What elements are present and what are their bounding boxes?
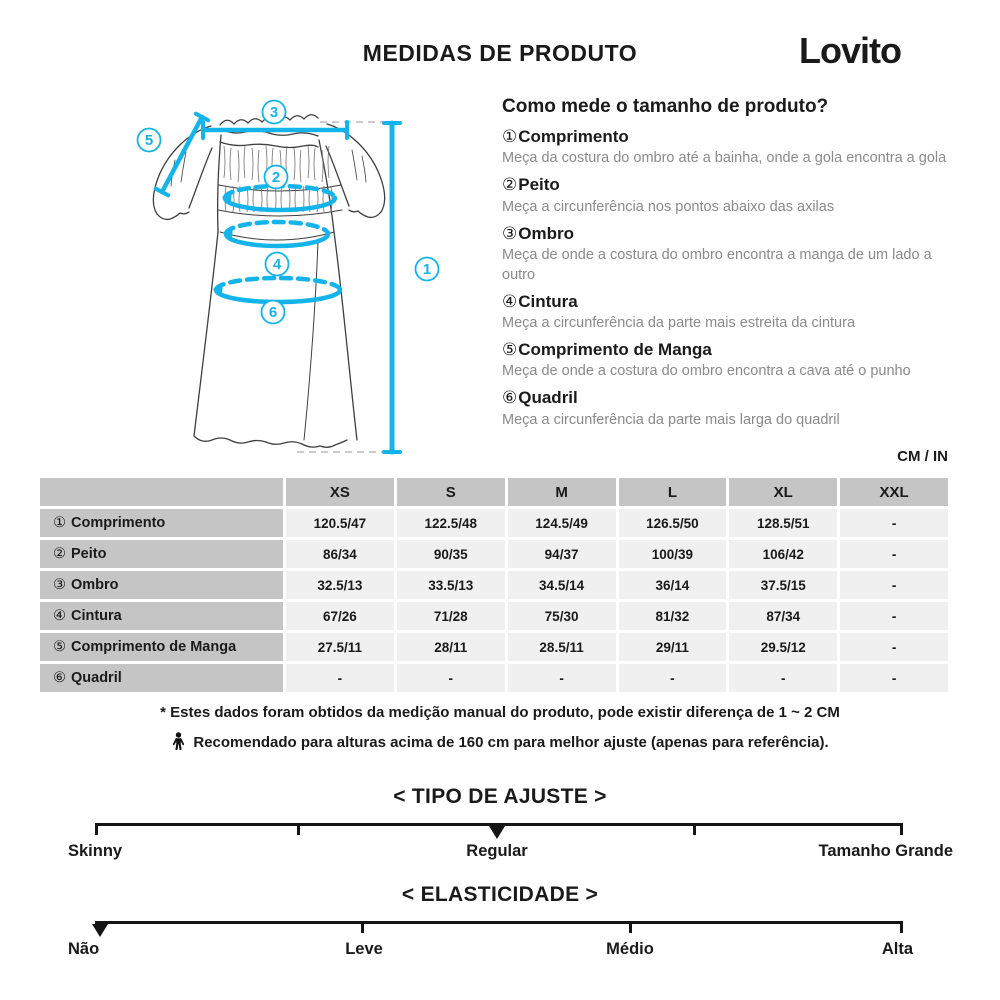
size-value-cell: 28/11 [397, 633, 505, 661]
measure-row-label [40, 602, 283, 630]
measure-number-icon: ② [502, 175, 518, 195]
svg-text:6: 6 [268, 304, 278, 321]
size-value-cell: 37.5/15 [729, 571, 837, 599]
svg-text:5: 5 [144, 132, 154, 149]
size-value-cell: - [619, 664, 727, 692]
elasticity-label-medio: Médio [606, 940, 654, 958]
measure-number-icon: ① [53, 515, 66, 531]
scale-tick [900, 823, 903, 835]
units-label: CM / IN [897, 448, 948, 465]
size-value-cell: 27.5/11 [286, 633, 394, 661]
dress-diagram [90, 90, 470, 470]
measure-row-name: Peito [71, 546, 107, 562]
size-column-header: L [619, 478, 727, 506]
guide-item [502, 387, 968, 429]
guide-item-desc: Meça a circunferência nos pontos abaixo das axilas [502, 198, 835, 215]
size-value-cell: 81/32 [619, 602, 727, 630]
measure-number-icon: ⑤ [502, 340, 518, 359]
fit-scale-heading: < TIPO DE AJUSTE > [393, 785, 607, 808]
measure-number-icon: ⑥ [502, 388, 518, 408]
elasticity-label-leve: Leve [345, 940, 383, 958]
measure-row-name: Cintura [71, 608, 122, 624]
size-column-header: S [397, 478, 505, 506]
marker-6-icon [262, 301, 285, 324]
size-column-header: XXL [840, 478, 948, 506]
guide-item-name: Ombro [518, 223, 574, 243]
scale-tick [361, 921, 364, 933]
guide-item-title [502, 174, 968, 195]
measure-number-icon: ③ [53, 577, 66, 593]
size-value-cell: - [508, 664, 616, 692]
guide-item-desc: Meça a circunferência da parte mais estreita da cintura [502, 315, 856, 331]
size-value-cell: 75/30 [508, 602, 616, 630]
size-table [40, 478, 948, 692]
size-value-cell: 124.5/49 [508, 509, 616, 537]
size-value-cell: 67/26 [286, 602, 394, 630]
size-value-cell: 29/11 [619, 633, 727, 661]
elasticity-label-nao: Não [68, 940, 100, 958]
measure-row-name: Quadril [71, 670, 122, 686]
size-value-cell: 94/37 [508, 540, 616, 568]
elasticity-label-alta: Alta [881, 940, 913, 958]
measure-number-icon: ④ [502, 291, 518, 311]
guide-item-name: Peito [518, 175, 560, 195]
size-value-cell: 36/14 [619, 571, 727, 599]
size-value-cell: 120.5/47 [286, 509, 394, 537]
guide-item-name: Comprimento [518, 127, 629, 146]
size-value-cell: - [729, 664, 837, 692]
measure-row-label [40, 633, 283, 661]
size-value-cell: 90/35 [397, 540, 505, 568]
size-value-cell: 32.5/13 [286, 571, 394, 599]
measure-row-name: Comprimento [71, 515, 166, 531]
measurement-note: * Estes dados foram obtidos da medição manual do produto, pode existir diferença de 1 ~ 2 CM [160, 704, 840, 721]
svg-text:4: 4 [272, 256, 282, 273]
measure-number-icon: ③ [502, 223, 518, 243]
scale-tick [95, 823, 98, 835]
table-corner-cell [40, 478, 283, 506]
size-value-cell: - [840, 571, 948, 599]
size-value-cell: 100/39 [619, 540, 727, 568]
page-title: MEDIDAS DE PRODUTO [362, 40, 638, 66]
scale-tick [693, 823, 696, 835]
size-value-cell: 126.5/50 [619, 509, 727, 537]
height-note-text: Recomendado para alturas acima de 160 cm para melhor ajuste (apenas para referência). [193, 734, 829, 751]
size-value-cell: 71/28 [397, 602, 505, 630]
guide-item-desc: Meça de onde a costura do ombro encontra a manga de um lado a outro [502, 246, 932, 283]
guide-item-name: Quadril [518, 388, 578, 408]
size-column-header: XL [729, 478, 837, 506]
measure-number-icon: ⑥ [53, 670, 66, 686]
measure-row-label [40, 509, 283, 537]
size-value-cell: - [840, 664, 948, 692]
size-column-header: XS [286, 478, 394, 506]
scale-tick [629, 921, 632, 933]
brand-logo: Lovito [799, 30, 901, 71]
size-value-cell: 86/34 [286, 540, 394, 568]
size-value-cell: - [397, 664, 505, 692]
guide-item-title [502, 291, 968, 312]
marker-3-icon [263, 101, 286, 124]
elasticity-marker-icon [92, 924, 108, 937]
svg-text:3: 3 [269, 104, 279, 121]
size-value-cell: - [840, 633, 948, 661]
measure-row-label [40, 540, 283, 568]
measure-row-name: Comprimento de Manga [71, 639, 237, 655]
guide-item [502, 223, 968, 285]
svg-text:2: 2 [271, 169, 281, 186]
guide-item-name: Comprimento de Manga [518, 340, 712, 359]
size-value-cell: 122.5/48 [397, 509, 505, 537]
guide-item-title [502, 387, 968, 408]
fit-label-skinny: Skinny [68, 842, 123, 860]
dress-sketch [153, 115, 384, 448]
guide-item-desc: Meça da costura do ombro até a bainha, onde a gola encontra a gola [502, 150, 947, 167]
marker-4-icon [266, 253, 289, 276]
guide-item-title [502, 223, 968, 244]
fit-label-tamanho-grande: Tamanho Grande [818, 842, 953, 860]
measure-row-label [40, 664, 283, 692]
measure-number-icon: ⑤ [53, 639, 66, 655]
guide-item [502, 291, 968, 333]
measure-row-name: Ombro [71, 577, 119, 593]
guide-item [502, 174, 968, 216]
elasticity-scale-heading: < ELASTICIDADE > [401, 883, 599, 906]
measure-number-icon: ④ [53, 608, 66, 624]
size-value-cell: 28.5/11 [508, 633, 616, 661]
size-value-cell: 29.5/12 [729, 633, 837, 661]
scale-tick [900, 921, 903, 933]
size-column-header: M [508, 478, 616, 506]
guide-item-desc: Meça de onde a costura do ombro encontra a cava até o punho [502, 363, 911, 380]
elasticity-scale-line [95, 921, 903, 924]
marker-5-icon [138, 129, 161, 152]
height-recommendation-note [0, 732, 1000, 751]
size-value-cell: 34.5/14 [508, 571, 616, 599]
guide-item-desc: Meça a circunferência da parte mais larga do quadril [502, 411, 840, 428]
person-icon [171, 732, 186, 750]
size-value-cell: - [840, 509, 948, 537]
guide-item [502, 339, 968, 381]
guide-items [502, 126, 968, 430]
measure-guide [502, 96, 968, 430]
scale-tick [297, 823, 300, 835]
size-value-cell: - [840, 602, 948, 630]
size-value-cell: - [840, 540, 948, 568]
fit-label-regular: Regular [466, 842, 528, 860]
guide-item-name: Cintura [518, 291, 578, 311]
guide-item-title [502, 126, 968, 147]
size-value-cell: 128.5/51 [729, 509, 837, 537]
size-value-cell: 106/42 [729, 540, 837, 568]
svg-text:1: 1 [422, 261, 432, 278]
measure-number-icon: ① [502, 127, 518, 146]
measure-row-label [40, 571, 283, 599]
guide-heading: Como mede o tamanho de produto? [502, 96, 829, 117]
fit-marker-icon [489, 826, 505, 839]
size-value-cell: 87/34 [729, 602, 837, 630]
guide-item [502, 126, 968, 168]
marker-1-icon [416, 258, 439, 281]
measure-number-icon: ② [53, 546, 66, 562]
size-value-cell: 33.5/13 [397, 571, 505, 599]
size-value-cell: - [286, 664, 394, 692]
marker-2-icon [265, 166, 288, 189]
guide-item-title [502, 339, 968, 360]
